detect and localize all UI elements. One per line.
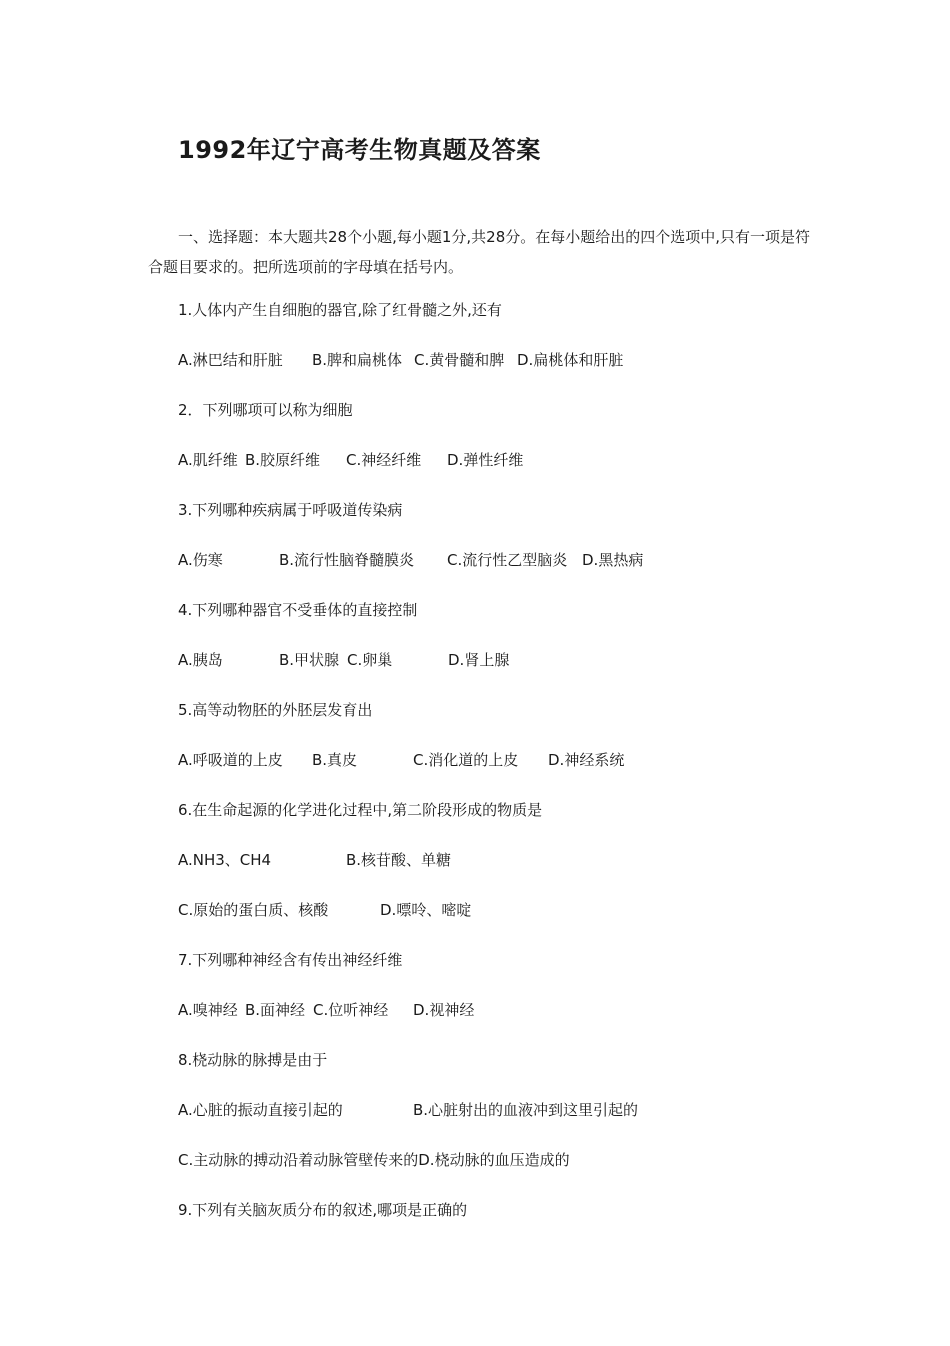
option-a: A.伤寒 xyxy=(178,551,223,569)
question-stem: 3.下列哪种疾病属于呼吸道传染病 xyxy=(178,501,403,519)
option-c: C.神经纤维 xyxy=(346,451,422,469)
option-d: D.黑热病 xyxy=(582,551,644,569)
option-b: B.核苷酸、单糖 xyxy=(346,851,452,869)
question-stem: 5.高等动物胚的外胚层发育出 xyxy=(178,701,373,719)
option-d: D.神经系统 xyxy=(548,751,625,769)
option-line xyxy=(178,1100,638,1120)
question-stem: 7.下列哪种神经含有传出神经纤维 xyxy=(178,951,403,969)
document-title: 1992年辽宁高考生物真题及答案 xyxy=(178,136,541,164)
section-intro: 一、选择题：本大题共28个小题,每小题1分,共28分。在每小题给出的四个选项中,只有一项是符合题目要求的。把所选项前的字母填在括号内。 xyxy=(148,228,811,276)
option-line xyxy=(178,450,523,470)
option-line xyxy=(178,750,624,770)
option-c: C.原始的蛋白质、核酸 xyxy=(178,901,329,919)
option-c: C.消化道的上皮 xyxy=(413,751,519,769)
question-stem: 4.下列哪种器官不受垂体的直接控制 xyxy=(178,601,418,619)
question-stem: 8.桡动脉的脉搏是由于 xyxy=(178,1051,328,1069)
option-d: D.弹性纤维 xyxy=(447,451,524,469)
option-d: D.肾上腺 xyxy=(448,651,510,669)
option-line xyxy=(178,550,643,570)
option-b: B.脾和扁桃体 xyxy=(312,351,403,369)
option-d: D.嘌呤、嘧啶 xyxy=(380,901,472,919)
option-a: A.肌纤维 xyxy=(178,451,238,469)
option-c: C.流行性乙型脑炎 xyxy=(447,551,568,569)
option-c: C.位听神经 xyxy=(313,1001,389,1019)
question-stem: 2．下列哪项可以称为细胞 xyxy=(178,401,353,419)
question-stem: 9.下列有关脑灰质分布的叙述,哪项是正确的 xyxy=(178,1201,468,1219)
option-a: A.NH3、CH4 xyxy=(178,851,272,869)
option-a: A.胰岛 xyxy=(178,651,223,669)
option-b: B.真皮 xyxy=(312,751,358,769)
option-line xyxy=(178,1150,570,1170)
question-stem: 6.在生命起源的化学进化过程中,第二阶段形成的物质是 xyxy=(178,801,543,819)
option-d: D.视神经 xyxy=(413,1001,475,1019)
option-b: B.胶原纤维 xyxy=(245,451,321,469)
option-line xyxy=(178,350,623,370)
option-b: B.流行性脑脊髓膜炎 xyxy=(279,551,415,569)
option-line xyxy=(178,650,509,670)
option-a: A.心脏的振动直接引起的 xyxy=(178,1101,343,1119)
option-c: C.主动脉的搏动沿着动脉管壁传来的 xyxy=(178,1151,419,1169)
option-b: B.甲状腺 xyxy=(279,651,340,669)
option-d: D.桡动脉的血压造成的 xyxy=(418,1151,570,1169)
question-stem: 1.人体内产生自细胞的器官,除了红骨髓之外,还有 xyxy=(178,301,502,319)
option-b: B.心脏射出的血液冲到这里引起的 xyxy=(413,1101,639,1119)
option-a: A.呼吸道的上皮 xyxy=(178,751,283,769)
option-line xyxy=(178,900,471,920)
option-line xyxy=(178,850,451,870)
option-a: A.嗅神经 xyxy=(178,1001,238,1019)
option-a: A.淋巴结和肝脏 xyxy=(178,351,283,369)
option-c: C.黄骨髓和脾 xyxy=(414,351,505,369)
option-b: B.面神经 xyxy=(245,1001,306,1019)
option-c: C.卵巢 xyxy=(347,651,393,669)
option-line xyxy=(178,1000,474,1020)
option-d: D.扁桃体和肝脏 xyxy=(517,351,624,369)
